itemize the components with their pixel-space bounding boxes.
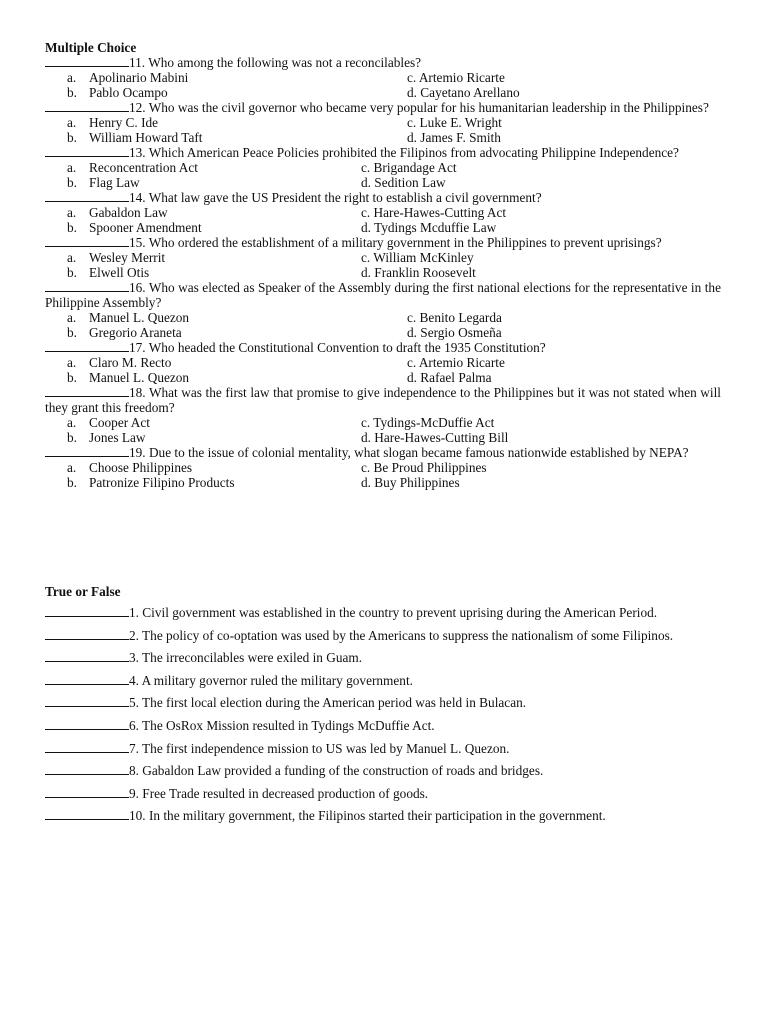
answer-blank[interactable] bbox=[45, 235, 129, 247]
option-row bbox=[45, 265, 721, 280]
true-false-item bbox=[45, 715, 721, 738]
option-text: Manuel L. Quezon bbox=[89, 310, 190, 325]
option-d: d. Sedition Law bbox=[361, 175, 446, 190]
option-text: Choose Philippines bbox=[89, 460, 193, 475]
option-row bbox=[45, 325, 721, 340]
option-text: Gabaldon Law bbox=[89, 205, 168, 220]
option-row bbox=[45, 415, 721, 430]
question-item bbox=[45, 445, 721, 490]
multiple-choice-heading: Multiple Choice bbox=[45, 40, 137, 55]
answer-blank[interactable] bbox=[45, 628, 129, 640]
option-b bbox=[67, 475, 235, 490]
statement-text: 1. Civil government was established in the country to prevent uprising during the American Period. bbox=[129, 605, 658, 620]
question-text bbox=[45, 190, 721, 205]
option-c: c. Benito Legarda bbox=[407, 310, 502, 325]
option-row bbox=[45, 430, 721, 445]
option-row bbox=[45, 70, 721, 85]
option-b bbox=[67, 325, 182, 340]
option-a bbox=[67, 415, 150, 430]
true-false-item bbox=[45, 738, 721, 761]
true-false-item bbox=[45, 670, 721, 693]
option-d: d. Franklin Roosevelt bbox=[361, 265, 476, 280]
option-a bbox=[67, 460, 192, 475]
true-false-section bbox=[45, 584, 721, 828]
option-text: Manuel L. Quezon bbox=[89, 370, 190, 385]
option-d: d. Tydings Mcduffie Law bbox=[361, 220, 497, 235]
question-label: 19. Due to the issue of colonial mentality, what slogan became famous nationwide established by NEPA? bbox=[129, 445, 689, 460]
option-c: c. Tydings-McDuffie Act bbox=[361, 415, 495, 430]
option-a bbox=[67, 115, 158, 130]
question-item bbox=[45, 235, 721, 280]
answer-blank[interactable] bbox=[45, 145, 129, 157]
question-label: 14. What law gave the US President the right to establish a civil government? bbox=[129, 190, 542, 205]
answer-blank[interactable] bbox=[45, 718, 129, 730]
option-text: Claro M. Recto bbox=[89, 355, 172, 370]
option-c: c. Be Proud Philippines bbox=[361, 460, 487, 475]
option-letter: a. bbox=[67, 205, 77, 220]
statement-text: 5. The first local election during the American period was held in Bulacan. bbox=[129, 695, 527, 711]
question-item bbox=[45, 385, 721, 445]
true-false-item bbox=[45, 692, 721, 715]
option-c: c. Artemio Ricarte bbox=[407, 355, 505, 370]
option-c: c. William McKinley bbox=[361, 250, 474, 265]
option-letter: a. bbox=[67, 160, 77, 175]
answer-blank[interactable] bbox=[45, 673, 129, 685]
true-false-item bbox=[45, 805, 721, 828]
option-a bbox=[67, 355, 171, 370]
option-letter: b. bbox=[67, 265, 77, 280]
question-text bbox=[45, 445, 721, 460]
question-text bbox=[45, 235, 721, 250]
option-letter: b. bbox=[67, 85, 77, 100]
option-text: Henry C. Ide bbox=[89, 115, 159, 130]
option-b bbox=[67, 220, 202, 235]
true-false-item bbox=[45, 602, 721, 625]
option-text: Cooper Act bbox=[89, 415, 150, 430]
question-item bbox=[45, 190, 721, 235]
question-text bbox=[45, 385, 721, 415]
answer-blank[interactable] bbox=[45, 385, 129, 397]
question-text bbox=[45, 100, 721, 115]
option-c: c. Hare-Hawes-Cutting Act bbox=[361, 205, 507, 220]
option-letter: a. bbox=[67, 415, 77, 430]
option-row bbox=[45, 85, 721, 100]
statement-text: 3. The irreconcilables were exiled in Guam. bbox=[129, 650, 363, 666]
true-false-heading: True or False bbox=[45, 584, 121, 599]
option-letter: a. bbox=[67, 355, 77, 370]
question-text bbox=[45, 55, 721, 70]
question-label: 15. Who ordered the establishment of a military government in the Philippines to prevent uprisings? bbox=[129, 235, 662, 250]
option-text: Wesley Merrit bbox=[89, 250, 166, 265]
option-row bbox=[45, 205, 721, 220]
option-a bbox=[67, 310, 189, 325]
option-b bbox=[67, 430, 146, 445]
answer-blank[interactable] bbox=[45, 605, 129, 617]
question-item bbox=[45, 145, 721, 190]
answer-blank[interactable] bbox=[45, 55, 129, 67]
true-false-list bbox=[45, 602, 721, 828]
option-letter: a. bbox=[67, 70, 77, 85]
option-a bbox=[67, 70, 188, 85]
question-label: 17. Who headed the Constitutional Convention to draft the 1935 Constitution? bbox=[129, 340, 546, 355]
option-row bbox=[45, 220, 721, 235]
option-row bbox=[45, 175, 721, 190]
question-label: 16. Who was elected as Speaker of the Assembly during the first national elections for the representative in the Philippine Assembly? bbox=[45, 280, 721, 310]
answer-blank[interactable] bbox=[45, 100, 129, 112]
answer-blank[interactable] bbox=[45, 695, 129, 707]
option-letter: b. bbox=[67, 430, 77, 445]
option-a bbox=[67, 160, 198, 175]
option-c: c. Luke E. Wright bbox=[407, 115, 502, 130]
option-text: Reconcentration Act bbox=[89, 160, 198, 175]
option-text: Patronize Filipino Products bbox=[89, 475, 235, 490]
answer-blank[interactable] bbox=[45, 741, 129, 753]
option-letter: a. bbox=[67, 250, 77, 265]
option-text: Apolinario Mabini bbox=[89, 70, 189, 85]
option-letter: a. bbox=[67, 460, 77, 475]
statement-text: 2. The policy of co-optation was used by the Americans to suppress the nationalism of some Filipinos. bbox=[129, 627, 674, 643]
option-letter: b. bbox=[67, 220, 77, 235]
option-row bbox=[45, 370, 721, 385]
option-row bbox=[45, 250, 721, 265]
option-text: Elwell Otis bbox=[89, 265, 150, 280]
answer-blank[interactable] bbox=[45, 445, 129, 457]
option-letter: b. bbox=[67, 475, 77, 490]
option-d: d. Sergio Osmeña bbox=[407, 325, 502, 340]
option-row bbox=[45, 310, 721, 325]
answer-blank[interactable] bbox=[45, 650, 129, 662]
statement-text: 10. In the military government, the Filipinos started their participation in the government. bbox=[129, 808, 606, 824]
answer-blank[interactable] bbox=[45, 808, 129, 820]
statement-text: 4. A military governor ruled the military government. bbox=[129, 672, 413, 688]
option-c: c. Artemio Ricarte bbox=[407, 70, 505, 85]
answer-blank[interactable] bbox=[45, 190, 129, 202]
answer-blank[interactable] bbox=[45, 340, 129, 352]
option-d: d. Cayetano Arellano bbox=[407, 85, 520, 100]
option-text: Spooner Amendment bbox=[89, 220, 202, 235]
answer-blank[interactable] bbox=[45, 763, 129, 775]
statement-text: 9. Free Trade resulted in decreased production of goods. bbox=[129, 785, 429, 801]
option-text: Gregorio Araneta bbox=[89, 325, 182, 340]
question-item bbox=[45, 100, 721, 145]
option-row bbox=[45, 160, 721, 175]
question-item bbox=[45, 55, 721, 100]
statement-text: 8. Gabaldon Law provided a funding of the construction of roads and bridges. bbox=[129, 763, 544, 779]
true-false-item bbox=[45, 625, 721, 648]
option-d: d. Buy Philippines bbox=[361, 475, 460, 490]
option-row bbox=[45, 115, 721, 130]
question-label: 13. Which American Peace Policies prohibited the Filipinos from advocating Philippine Independence? bbox=[129, 145, 679, 160]
option-text: Flag Law bbox=[89, 175, 140, 190]
option-b bbox=[67, 85, 168, 100]
option-b bbox=[67, 265, 149, 280]
statement-text: 6. The OsRox Mission resulted in Tydings McDuffie Act. bbox=[129, 717, 435, 733]
option-row bbox=[45, 460, 721, 475]
option-text: William Howard Taft bbox=[89, 130, 203, 145]
option-b bbox=[67, 175, 140, 190]
multiple-choice-section bbox=[45, 40, 721, 490]
option-b bbox=[67, 370, 189, 385]
option-d: d. Rafael Palma bbox=[407, 370, 492, 385]
question-item bbox=[45, 280, 721, 340]
statement-text: 7. The first independence mission to US was led by Manuel L. Quezon. bbox=[129, 740, 510, 756]
question-list bbox=[45, 55, 721, 490]
option-row bbox=[45, 130, 721, 145]
option-letter: a. bbox=[67, 115, 77, 130]
option-letter: b. bbox=[67, 370, 77, 385]
true-false-item bbox=[45, 760, 721, 783]
option-b bbox=[67, 130, 203, 145]
option-row bbox=[45, 475, 721, 490]
true-false-item bbox=[45, 647, 721, 670]
question-label: 18. What was the first law that promise to give independence to the Philippines but it was not stated when will they grant this freedom? bbox=[45, 385, 721, 415]
option-letter: a. bbox=[67, 310, 77, 325]
option-text: Jones Law bbox=[89, 430, 146, 445]
question-label: 12. Who was the civil governor who became very popular for his humanitarian leadership in the Philippines? bbox=[129, 100, 709, 115]
option-a bbox=[67, 205, 168, 220]
option-row bbox=[45, 355, 721, 370]
option-d: d. James F. Smith bbox=[407, 130, 501, 145]
option-d: d. Hare-Hawes-Cutting Bill bbox=[361, 430, 509, 445]
question-text bbox=[45, 340, 721, 355]
answer-blank[interactable] bbox=[45, 786, 129, 798]
true-false-item bbox=[45, 783, 721, 806]
option-a bbox=[67, 250, 165, 265]
option-letter: b. bbox=[67, 130, 77, 145]
option-letter: b. bbox=[67, 175, 77, 190]
question-label: 11. Who among the following was not a reconcilables? bbox=[129, 55, 422, 70]
option-text: Pablo Ocampo bbox=[89, 85, 168, 100]
option-c: c. Brigandage Act bbox=[361, 160, 457, 175]
question-text bbox=[45, 280, 721, 310]
question-item bbox=[45, 340, 721, 385]
question-text bbox=[45, 145, 721, 160]
option-letter: b. bbox=[67, 325, 77, 340]
answer-blank[interactable] bbox=[45, 280, 129, 292]
